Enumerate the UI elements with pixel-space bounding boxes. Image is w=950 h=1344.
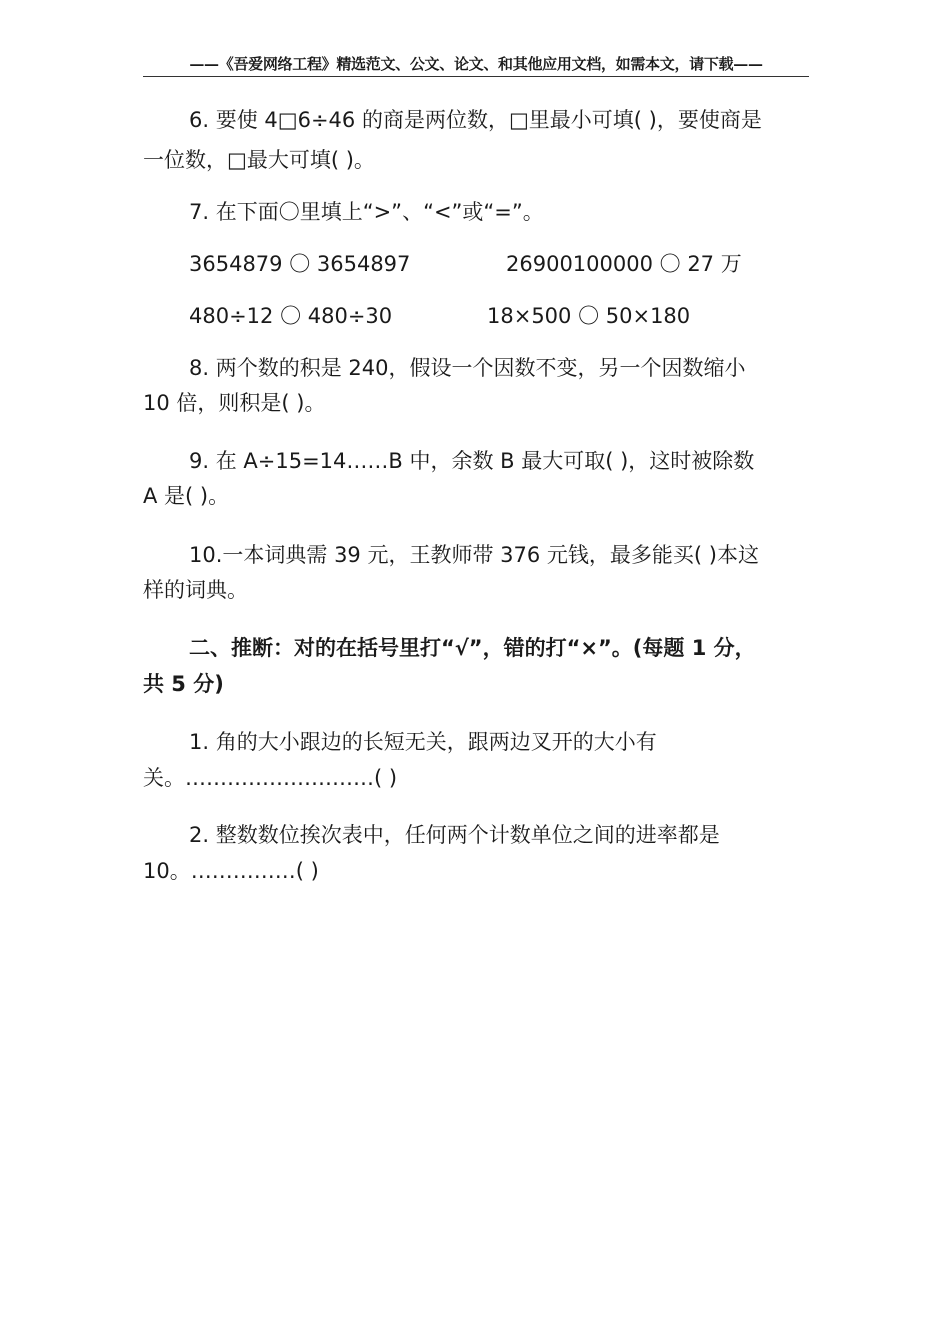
j1-line2: 关。………………………( ): [143, 766, 398, 790]
document-header: ——《吾爱网络工程》精选范文、公文、论文、和其他应用文档，如需本文，请下载——: [143, 52, 809, 77]
q6-line1: 6. 要使 4□6÷46 的商是两位数，□里最小可填( )，要使商是: [189, 108, 762, 132]
section2-heading-line2: 共 5 分): [143, 672, 224, 696]
j2-line2: 10。……………( ): [143, 859, 319, 883]
q8-line2: 10 倍，则积是( )。: [143, 391, 326, 415]
q7-title: 7. 在下面〇里填上“>”、“<”或“=”。: [189, 200, 544, 224]
q9-line1: 9. 在 A÷15=14……B 中，余数 B 最大可取( )，这时被除数: [189, 449, 755, 473]
q7-comparison-2: 26900100000 〇 27 万: [506, 252, 742, 276]
q7-comparison-1: 3654879 〇 3654897: [189, 252, 411, 276]
q9-line2: A 是( )。: [143, 484, 230, 508]
q7-comparison-3: 480÷12 〇 480÷30: [189, 304, 393, 328]
q7-comparison-4: 18×500 〇 50×180: [487, 304, 691, 328]
section2-heading-line1: 二、推断：对的在括号里打“√”，错的打“×”。(每题 1 分，: [189, 636, 756, 660]
q8-line1: 8. 两个数的积是 240，假设一个因数不变，另一个因数缩小: [189, 356, 746, 380]
j2-line1: 2. 整数数位挨次表中，任何两个计数单位之间的进率都是: [189, 823, 720, 847]
q10-line1: 10.一本词典需 39 元，王教师带 376 元钱，最多能买( )本这: [189, 543, 759, 567]
q10-line2: 样的词典。: [143, 578, 248, 602]
j1-line1: 1. 角的大小跟边的长短无关，跟两边叉开的大小有: [189, 730, 657, 754]
q6-line2: 一位数，□最大可填( )。: [143, 148, 375, 172]
